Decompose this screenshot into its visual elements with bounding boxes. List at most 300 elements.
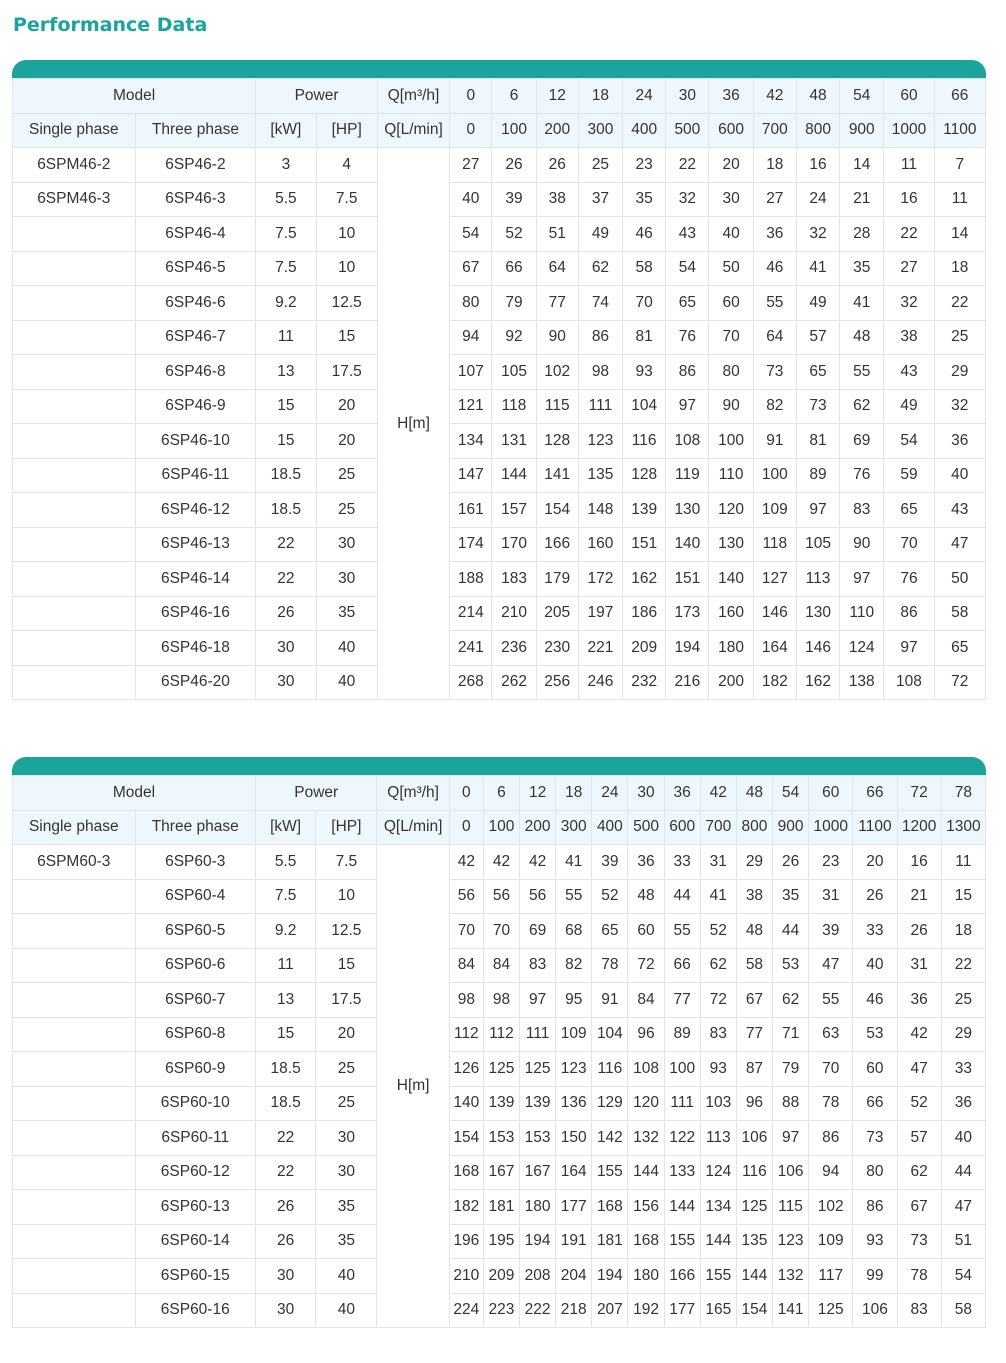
head-value: 52 — [897, 1086, 941, 1121]
head-value: 125 — [483, 1052, 519, 1087]
head-value: 33 — [664, 845, 700, 880]
head-value: 16 — [796, 148, 839, 183]
head-value: 48 — [736, 914, 772, 949]
three-phase-model: 6SP46-14 — [135, 562, 256, 597]
three-phase-model: 6SP60-4 — [135, 879, 255, 914]
head-value: 100 — [664, 1052, 700, 1087]
head-value: 26 — [536, 148, 578, 183]
head-value: 194 — [520, 1224, 556, 1259]
head-value: 70 — [623, 286, 666, 321]
three-phase-model: 6SP46-5 — [135, 251, 256, 286]
head-value: 160 — [578, 527, 622, 562]
power-hp: 7.5 — [316, 845, 377, 880]
head-value: 221 — [578, 631, 622, 666]
head-value: 224 — [449, 1293, 483, 1328]
table-row — [13, 1052, 986, 1087]
head-value: 42 — [897, 1017, 941, 1052]
power-hp: 12.5 — [316, 286, 377, 321]
head-value: 74 — [578, 286, 622, 321]
model-header: Model — [13, 79, 256, 114]
power-hp: 25 — [316, 1086, 377, 1121]
single-phase-model — [13, 914, 136, 949]
head-value: 54 — [450, 217, 492, 252]
flow-m3h-value: 48 — [736, 776, 772, 811]
power-hp: 30 — [316, 562, 377, 597]
power-hp: 40 — [316, 631, 377, 666]
head-value: 153 — [520, 1121, 556, 1156]
head-value: 118 — [753, 527, 796, 562]
kw-header: [kW] — [255, 810, 315, 845]
flow-m3h-value: 54 — [773, 776, 809, 811]
head-value: 168 — [449, 1155, 483, 1190]
head-value: 172 — [578, 562, 622, 597]
head-value: 31 — [700, 845, 736, 880]
head-value: 91 — [753, 424, 796, 459]
table-row — [13, 1017, 986, 1052]
head-value: 130 — [666, 493, 709, 528]
head-value: 83 — [840, 493, 884, 528]
head-value: 22 — [941, 948, 985, 983]
head-value: 39 — [809, 914, 853, 949]
three-phase-model: 6SP60-15 — [135, 1259, 255, 1294]
flow-lmin-value: 400 — [592, 810, 628, 845]
head-value: 147 — [450, 458, 492, 493]
head-value: 60 — [628, 914, 664, 949]
single-phase-model — [13, 493, 136, 528]
power-hp: 10 — [316, 879, 377, 914]
head-value: 100 — [709, 424, 753, 459]
head-value: 77 — [736, 1017, 772, 1052]
head-value: 82 — [556, 948, 592, 983]
head-value: 87 — [736, 1052, 772, 1087]
head-value: 109 — [753, 493, 796, 528]
head-value: 182 — [449, 1190, 483, 1225]
performance-table-1 — [12, 60, 986, 700]
head-value: 69 — [840, 424, 884, 459]
head-value: 30 — [709, 182, 753, 217]
head-value: 99 — [853, 1259, 897, 1294]
head-value: 97 — [840, 562, 884, 597]
power-hp: 20 — [316, 1017, 377, 1052]
power-kw: 11 — [255, 948, 315, 983]
flow-lmin-value: 700 — [700, 810, 736, 845]
flow-m3h-value: 12 — [536, 79, 578, 114]
head-value: 31 — [897, 948, 941, 983]
head-value: 32 — [884, 286, 934, 321]
three-phase-model: 6SP46-13 — [135, 527, 256, 562]
power-hp: 15 — [316, 320, 377, 355]
head-value: 216 — [666, 665, 709, 700]
three-phase-model: 6SP46-20 — [135, 665, 256, 700]
head-value: 127 — [753, 562, 796, 597]
flow-m3h-value: 24 — [623, 79, 666, 114]
head-value: 76 — [840, 458, 884, 493]
single-phase-model — [13, 983, 136, 1018]
head-value: 111 — [664, 1086, 700, 1121]
power-kw: 11 — [256, 320, 316, 355]
flow-lmin-value: 1300 — [941, 810, 985, 845]
power-hp: 35 — [316, 1190, 377, 1225]
head-value: 29 — [941, 1017, 985, 1052]
head-value: 105 — [492, 355, 536, 390]
head-value: 48 — [840, 320, 884, 355]
head-value: 124 — [840, 631, 884, 666]
head-value: 35 — [623, 182, 666, 217]
head-value: 84 — [449, 948, 483, 983]
single-phase-model — [13, 1259, 136, 1294]
head-value: 37 — [578, 182, 622, 217]
table-row — [13, 983, 986, 1018]
head-value: 107 — [450, 355, 492, 390]
table-row — [13, 1293, 986, 1328]
head-value: 43 — [666, 217, 709, 252]
single-phase-model — [13, 1086, 136, 1121]
head-value: 106 — [736, 1121, 772, 1156]
head-value: 106 — [853, 1293, 897, 1328]
head-value: 67 — [736, 983, 772, 1018]
single-phase-model — [13, 1121, 136, 1156]
power-hp: 40 — [316, 665, 377, 700]
single-phase-model — [13, 424, 136, 459]
head-value: 42 — [520, 845, 556, 880]
table-row — [13, 1121, 986, 1156]
head-value: 167 — [520, 1155, 556, 1190]
head-value: 65 — [592, 914, 628, 949]
head-value: 49 — [578, 217, 622, 252]
head-value: 162 — [796, 665, 839, 700]
head-value: 62 — [578, 251, 622, 286]
head-value: 209 — [483, 1259, 519, 1294]
head-value: 97 — [520, 983, 556, 1018]
head-label: H[m] — [377, 845, 449, 1328]
head-value: 125 — [520, 1052, 556, 1087]
single-phase-model — [13, 389, 136, 424]
head-value: 109 — [556, 1017, 592, 1052]
head-value: 65 — [934, 631, 985, 666]
head-value: 73 — [753, 355, 796, 390]
header-row — [13, 113, 986, 148]
head-value: 81 — [796, 424, 839, 459]
head-value: 142 — [592, 1121, 628, 1156]
head-value: 36 — [753, 217, 796, 252]
flow-m3h-value: 60 — [809, 776, 853, 811]
table-row — [13, 1259, 986, 1294]
head-value: 43 — [884, 355, 934, 390]
flow-lmin-label: Q[L/min] — [377, 113, 449, 148]
head-value: 47 — [897, 1052, 941, 1087]
flow-m3h-value: 12 — [520, 776, 556, 811]
head-value: 63 — [809, 1017, 853, 1052]
head-value: 41 — [700, 879, 736, 914]
head-value: 126 — [449, 1052, 483, 1087]
power-kw: 7.5 — [256, 217, 316, 252]
flow-m3h-value: 42 — [753, 79, 796, 114]
kw-header: [kW] — [256, 113, 316, 148]
flow-m3h-label: Q[m³/h] — [377, 776, 449, 811]
head-value: 96 — [736, 1086, 772, 1121]
head-value: 135 — [578, 458, 622, 493]
power-hp: 30 — [316, 1155, 377, 1190]
flow-lmin-label: Q[L/min] — [377, 810, 449, 845]
table-row — [13, 389, 986, 424]
single-phase-model: 6SPM60-3 — [13, 845, 136, 880]
head-value: 21 — [840, 182, 884, 217]
head-value: 56 — [449, 879, 483, 914]
head-value: 151 — [623, 527, 666, 562]
head-value: 90 — [536, 320, 578, 355]
head-value: 81 — [623, 320, 666, 355]
head-value: 77 — [536, 286, 578, 321]
power-hp: 20 — [316, 389, 377, 424]
power-kw: 22 — [256, 527, 316, 562]
head-value: 64 — [753, 320, 796, 355]
head-value: 94 — [809, 1155, 853, 1190]
head-value: 73 — [796, 389, 839, 424]
head-value: 222 — [520, 1293, 556, 1328]
head-value: 164 — [556, 1155, 592, 1190]
head-value: 60 — [853, 1052, 897, 1087]
head-value: 136 — [556, 1086, 592, 1121]
head-value: 38 — [884, 320, 934, 355]
head-value: 124 — [700, 1155, 736, 1190]
head-value: 38 — [736, 879, 772, 914]
head-value: 50 — [934, 562, 985, 597]
head-value: 50 — [709, 251, 753, 286]
head-value: 168 — [628, 1224, 664, 1259]
head-value: 62 — [840, 389, 884, 424]
head-value: 108 — [666, 424, 709, 459]
flow-m3h-value: 36 — [664, 776, 700, 811]
head-value: 83 — [700, 1017, 736, 1052]
head-value: 223 — [483, 1293, 519, 1328]
single-phase-model: 6SPM46-3 — [13, 182, 136, 217]
head-value: 94 — [450, 320, 492, 355]
head-value: 111 — [520, 1017, 556, 1052]
head-value: 44 — [941, 1155, 985, 1190]
head-value: 140 — [449, 1086, 483, 1121]
head-value: 32 — [934, 389, 985, 424]
head-value: 22 — [666, 148, 709, 183]
table-row — [13, 424, 986, 459]
head-value: 120 — [628, 1086, 664, 1121]
head-value: 44 — [773, 914, 809, 949]
power-kw: 15 — [256, 389, 316, 424]
power-hp: 20 — [316, 424, 377, 459]
power-kw: 9.2 — [255, 914, 315, 949]
table-row — [13, 148, 986, 183]
head-value: 36 — [941, 1086, 985, 1121]
head-value: 53 — [773, 948, 809, 983]
power-hp: 35 — [316, 1224, 377, 1259]
table-row — [13, 182, 986, 217]
power-hp: 25 — [316, 1052, 377, 1087]
head-value: 36 — [897, 983, 941, 1018]
head-value: 26 — [853, 879, 897, 914]
head-value: 66 — [492, 251, 536, 286]
flow-lmin-value: 800 — [796, 113, 839, 148]
table-row — [13, 914, 986, 949]
power-hp: 40 — [316, 1259, 377, 1294]
power-hp: 25 — [316, 493, 377, 528]
head-value: 70 — [709, 320, 753, 355]
head-value: 97 — [884, 631, 934, 666]
flow-m3h-value: 48 — [796, 79, 839, 114]
head-value: 65 — [884, 493, 934, 528]
head-value: 62 — [897, 1155, 941, 1190]
single-phase-model — [13, 1052, 136, 1087]
head-value: 155 — [700, 1259, 736, 1294]
head-value: 78 — [897, 1259, 941, 1294]
head-value: 207 — [592, 1293, 628, 1328]
head-value: 102 — [536, 355, 578, 390]
head-value: 121 — [450, 389, 492, 424]
head-value: 230 — [536, 631, 578, 666]
head-value: 55 — [809, 983, 853, 1018]
power-kw: 30 — [255, 1293, 315, 1328]
table-row — [13, 493, 986, 528]
head-value: 40 — [934, 458, 985, 493]
flow-m3h-value: 24 — [592, 776, 628, 811]
head-value: 89 — [796, 458, 839, 493]
single-phase-model — [13, 286, 136, 321]
flow-lmin-value: 500 — [628, 810, 664, 845]
single-phase-header: Single phase — [13, 113, 136, 148]
head-value: 95 — [556, 983, 592, 1018]
three-phase-model: 6SP46-7 — [135, 320, 256, 355]
head-value: 46 — [853, 983, 897, 1018]
head-value: 256 — [536, 665, 578, 700]
table-row — [13, 845, 986, 880]
head-value: 208 — [520, 1259, 556, 1294]
head-value: 25 — [934, 320, 985, 355]
head-value: 80 — [853, 1155, 897, 1190]
head-value: 72 — [934, 665, 985, 700]
flow-lmin-value: 500 — [666, 113, 709, 148]
head-value: 133 — [664, 1155, 700, 1190]
head-value: 93 — [623, 355, 666, 390]
head-value: 86 — [666, 355, 709, 390]
power-kw: 30 — [255, 1259, 315, 1294]
head-value: 141 — [773, 1293, 809, 1328]
flow-m3h-value: 54 — [840, 79, 884, 114]
head-value: 110 — [840, 596, 884, 631]
head-value: 113 — [700, 1121, 736, 1156]
head-value: 130 — [796, 596, 839, 631]
head-value: 194 — [592, 1259, 628, 1294]
head-value: 177 — [556, 1190, 592, 1225]
head-value: 209 — [623, 631, 666, 666]
flow-m3h-value: 0 — [450, 79, 492, 114]
table-row — [13, 1224, 986, 1259]
head-value: 58 — [623, 251, 666, 286]
power-kw: 7.5 — [256, 251, 316, 286]
three-phase-model: 6SP60-12 — [135, 1155, 255, 1190]
three-phase-model: 6SP60-13 — [135, 1190, 255, 1225]
flow-m3h-value: 42 — [700, 776, 736, 811]
head-value: 115 — [773, 1190, 809, 1225]
head-value: 28 — [840, 217, 884, 252]
head-value: 168 — [592, 1190, 628, 1225]
table-row — [13, 1086, 986, 1121]
table-row — [13, 596, 986, 631]
head-value: 116 — [736, 1155, 772, 1190]
single-phase-model — [13, 665, 136, 700]
three-phase-model: 6SP46-2 — [135, 148, 256, 183]
power-kw: 7.5 — [255, 879, 315, 914]
head-value: 93 — [700, 1052, 736, 1087]
head-value: 47 — [934, 527, 985, 562]
head-value: 56 — [520, 879, 556, 914]
head-value: 195 — [483, 1224, 519, 1259]
hp-header: [HP] — [316, 810, 377, 845]
flow-lmin-value: 1000 — [809, 810, 853, 845]
head-value: 47 — [809, 948, 853, 983]
head-value: 106 — [773, 1155, 809, 1190]
head-value: 26 — [492, 148, 536, 183]
head-value: 155 — [664, 1224, 700, 1259]
head-value: 204 — [556, 1259, 592, 1294]
head-value: 65 — [666, 286, 709, 321]
table-row — [13, 320, 986, 355]
three-phase-model: 6SP60-3 — [135, 845, 255, 880]
head-value: 27 — [884, 251, 934, 286]
table-row — [13, 948, 986, 983]
three-phase-model: 6SP46-9 — [135, 389, 256, 424]
head-value: 35 — [773, 879, 809, 914]
head-value: 118 — [492, 389, 536, 424]
head-value: 71 — [773, 1017, 809, 1052]
head-value: 194 — [666, 631, 709, 666]
power-kw: 18.5 — [256, 458, 316, 493]
table-row — [13, 1190, 986, 1225]
head-value: 70 — [884, 527, 934, 562]
head-value: 56 — [483, 879, 519, 914]
head-value: 156 — [628, 1190, 664, 1225]
head-value: 170 — [492, 527, 536, 562]
head-value: 39 — [592, 845, 628, 880]
head-value: 22 — [934, 286, 985, 321]
head-value: 43 — [934, 493, 985, 528]
head-value: 197 — [578, 596, 622, 631]
head-value: 77 — [664, 983, 700, 1018]
flow-m3h-value: 60 — [884, 79, 934, 114]
head-value: 36 — [628, 845, 664, 880]
head-value: 167 — [483, 1155, 519, 1190]
head-value: 25 — [578, 148, 622, 183]
table-row — [13, 217, 986, 252]
table-row — [13, 665, 986, 700]
power-kw: 13 — [256, 355, 316, 390]
head-value: 16 — [897, 845, 941, 880]
single-phase-model — [13, 1224, 136, 1259]
flow-lmin-value: 800 — [736, 810, 772, 845]
head-value: 18 — [934, 251, 985, 286]
power-kw: 3 — [256, 148, 316, 183]
power-kw: 18.5 — [256, 493, 316, 528]
single-phase-model — [13, 1155, 136, 1190]
head-value: 47 — [941, 1190, 985, 1225]
head-value: 135 — [736, 1224, 772, 1259]
head-value: 157 — [492, 493, 536, 528]
table-row — [13, 286, 986, 321]
table-row — [13, 251, 986, 286]
head-value: 73 — [897, 1224, 941, 1259]
head-value: 138 — [840, 665, 884, 700]
head-value: 214 — [450, 596, 492, 631]
power-kw: 15 — [256, 424, 316, 459]
head-value: 38 — [536, 182, 578, 217]
head-value: 113 — [796, 562, 839, 597]
